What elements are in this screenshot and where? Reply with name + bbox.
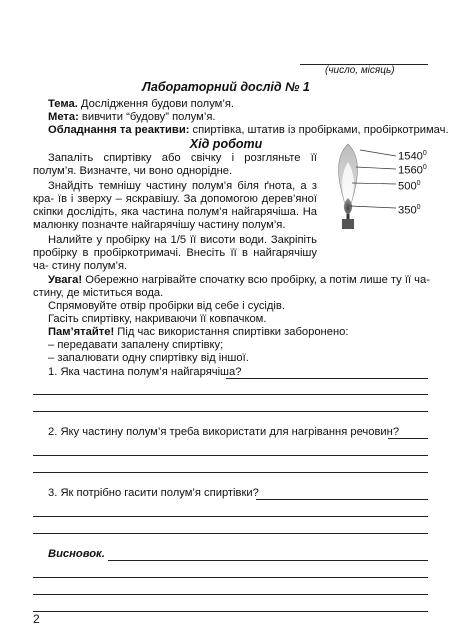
step-2: Знайдіть темнішу частину полум’я біля ґнота, а з кра- їв і зверху – яскравішу. За допомогою дерев’яної скіпки дослідіть, яка частина полум’я найгарячіша. На малюнку позначте найгарячішу частину полум’я.: [33, 180, 317, 231]
equipment-line: [48, 124, 449, 137]
step-4: Спрямовуйте отвір пробірки від себе і сусідів.: [48, 300, 285, 312]
answer-line[interactable]: [33, 394, 428, 395]
answer-line[interactable]: [33, 533, 428, 534]
answer-line[interactable]: [33, 411, 428, 412]
topic-line: [48, 98, 234, 111]
goal-label: Мета:: [48, 111, 79, 123]
equipment-text: спиртівка, штатив із пробірками, пробіркотримач.: [189, 124, 449, 136]
warning-text: Обережно нагрівайте спочатку всю пробірку, а потім лише ту її ча-: [82, 274, 430, 286]
question-3: 3. Як потрібно гасити полум’я спиртівки?: [48, 487, 259, 499]
answer-line[interactable]: [33, 455, 428, 456]
lamp-cap: [342, 219, 354, 229]
remember-label: Пам’ятайте!: [48, 326, 115, 338]
warning-line-2: стину, де міститься вода.: [33, 287, 164, 299]
answer-line[interactable]: [226, 378, 428, 379]
temp-label-1560: 1560$^0$: [398, 164, 427, 177]
answer-line[interactable]: [33, 516, 428, 517]
goal-line: [48, 111, 216, 124]
topic-text: Дослідження будови полум’я.: [77, 98, 235, 110]
conclusion-line[interactable]: [33, 577, 428, 578]
temp-label-350: $350^0$: [398, 204, 421, 217]
warning-label: Увага!: [48, 274, 83, 286]
remember-line: [48, 326, 348, 339]
question-2: 2. Яку частину полум’я треба використати для нагрівання речовин?: [48, 426, 400, 438]
date-caption: (число, місяць): [325, 65, 395, 76]
step-1: Запаліть спиртівку або свічку і розгляньте її полум’я. Визначте, чи воно однорідне.: [33, 152, 317, 177]
lab-title: Лабораторний дослід № 1: [142, 80, 310, 94]
procedure-title: Хід роботи: [189, 137, 263, 151]
temp-label-1540: 1540$^0$: [398, 150, 427, 163]
step-3: Налийте у пробірку на 1/5 її висоти води. Закріпіть пробірку в пробіркотримачі. Внесіть її в найгарячішу ча- стину полум’я.: [33, 234, 317, 272]
answer-line[interactable]: [388, 438, 428, 439]
answer-line[interactable]: [256, 499, 428, 500]
warning-line: [48, 274, 430, 287]
equipment-label: Обладнання та реактиви:: [48, 124, 190, 136]
conclusion-line[interactable]: [33, 611, 428, 612]
question-1: 1. Яка частина полум’я найгарячіша?: [48, 366, 242, 378]
bullet-1: – передавати запалену спиртівку;: [48, 339, 224, 351]
answer-line[interactable]: [33, 472, 428, 473]
step-5: Гасіть спиртівку, накриваючи її ковпачком.: [48, 313, 267, 325]
conclusion-line[interactable]: [108, 560, 428, 561]
remember-text: Під час використання спиртівки заборонено:: [114, 326, 349, 338]
conclusion-label: Висновок.: [48, 548, 105, 560]
goal-text: вивчити “будову” полум’я.: [78, 111, 216, 123]
topic-label: Тема.: [48, 98, 78, 110]
bullet-2: – запалювати одну спиртівку від іншої.: [48, 352, 249, 364]
conclusion-line[interactable]: [33, 594, 428, 595]
temp-label-500: $500^0$: [398, 180, 421, 193]
page-number: 2: [33, 613, 44, 626]
